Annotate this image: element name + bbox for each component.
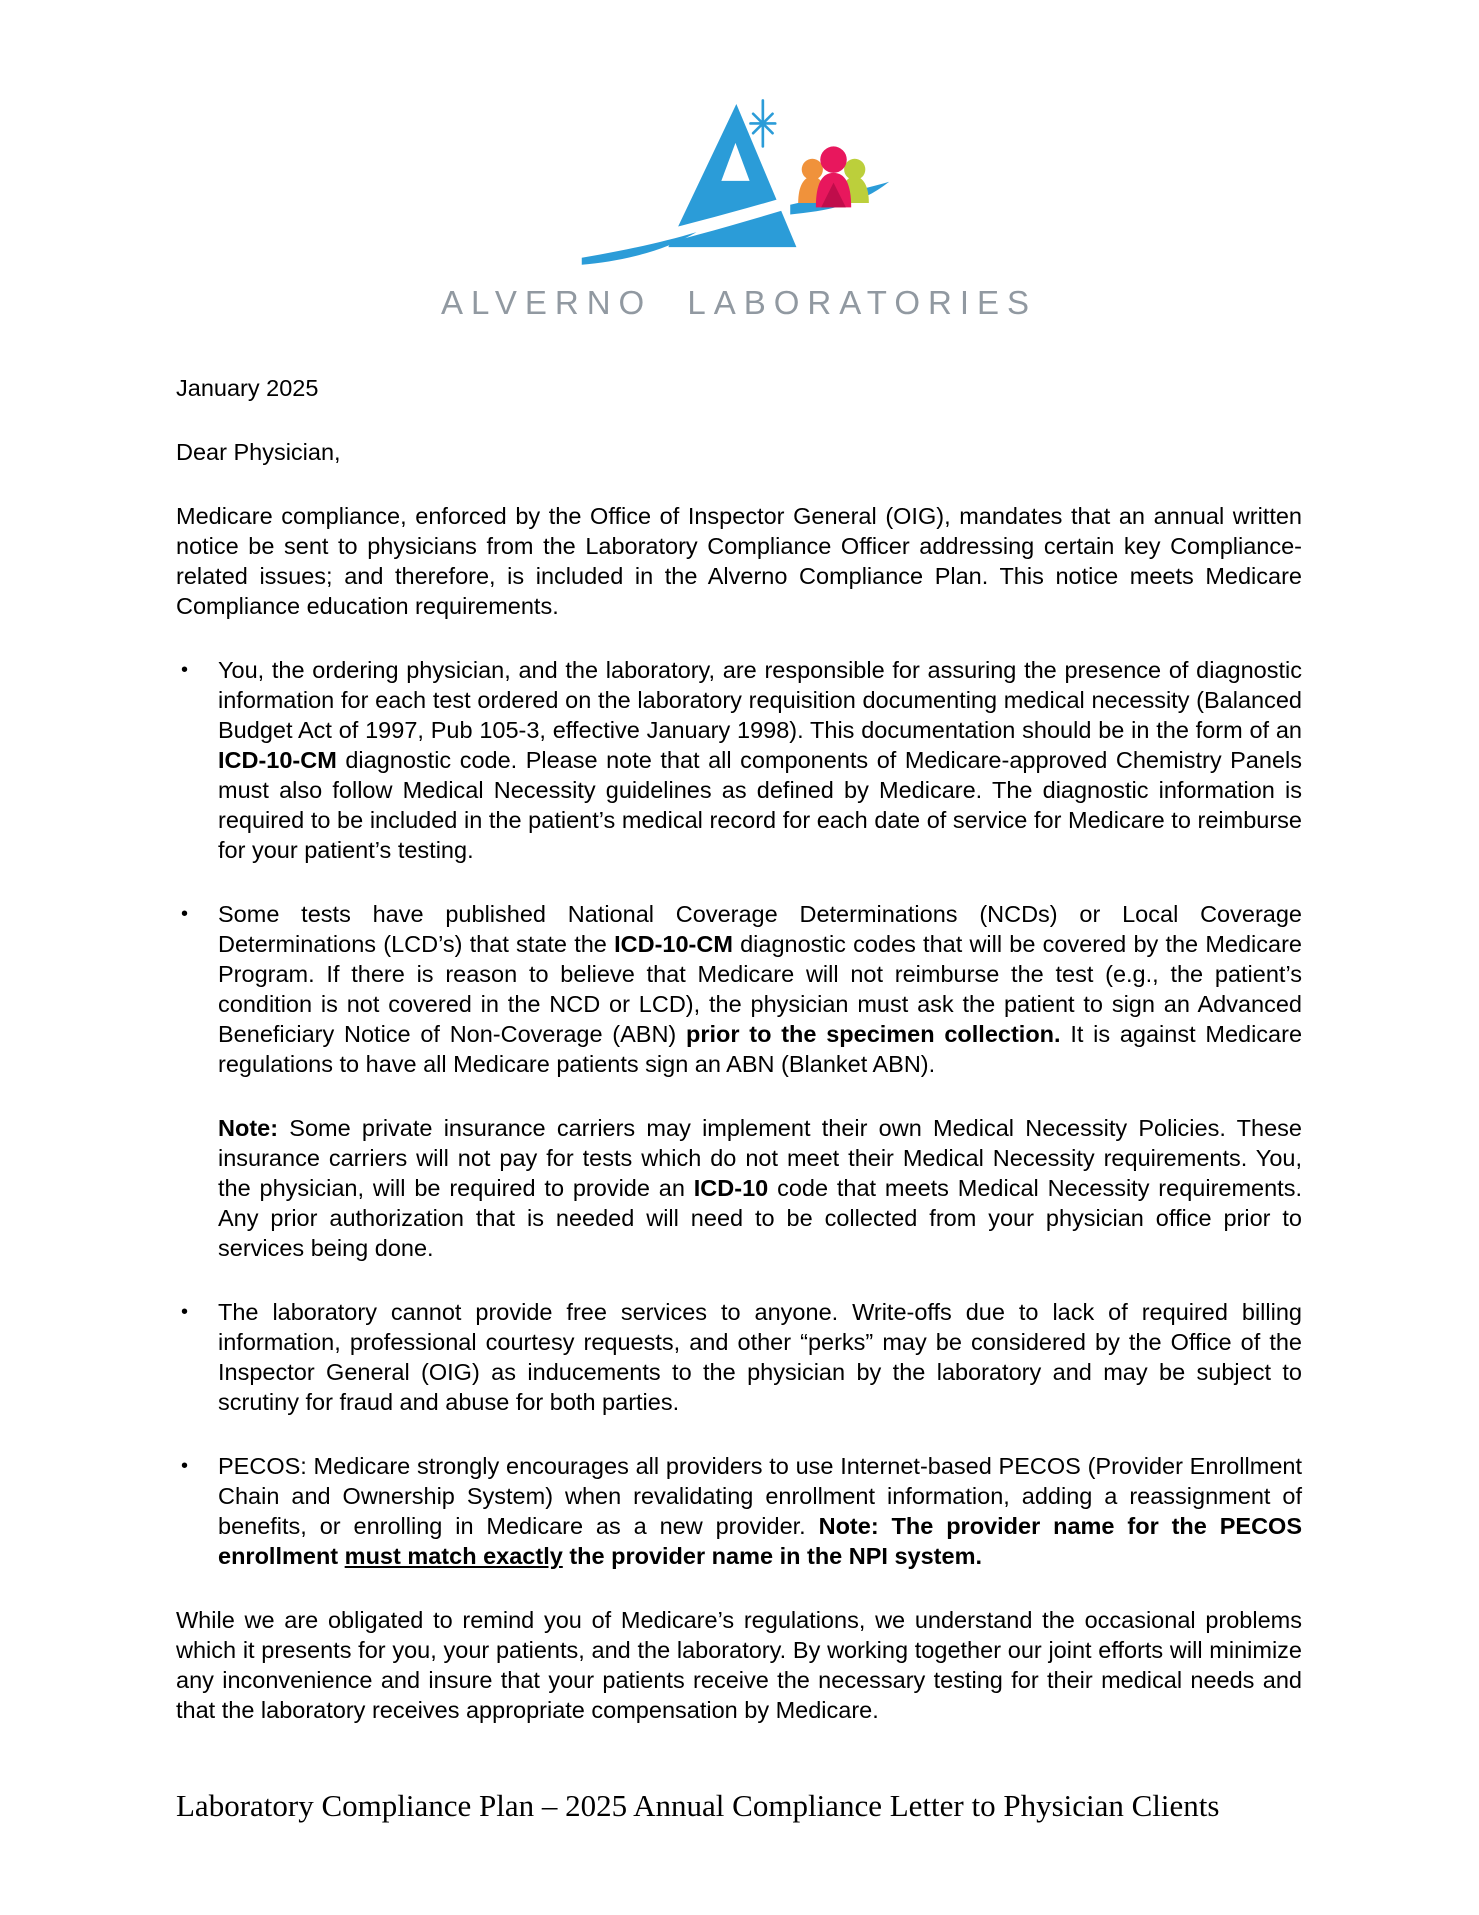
bullet-text: The laboratory cannot provide free services to anyone. Write-offs due to lack of required billing information, professional courtesy requests, and other “perks” may be considered by the Office of the Inspector General (OIG) as inducements to the physician by the laboratory and may be subject to scrutiny for fraud and abuse for both parties. — [218, 1299, 1302, 1415]
bullet-item-free-services — [176, 1297, 1302, 1417]
logo-wordmark: ALVERNO LABORATORIES — [440, 284, 1038, 321]
letter-date: January 2025 — [176, 375, 319, 401]
intro-paragraph: Medicare compliance, enforced by the Office of Inspector General (OIG), mandates that an annual written notice be sent to physicians from the Laboratory Compliance Officer addressing certain key Compliance-related issues; and therefore, is included in the Alverno Compliance Plan. This notice meets Medicare Compliance education requirements. — [176, 503, 1302, 619]
bullet-icon: • — [181, 659, 189, 681]
closing-paragraph: While we are obligated to remind you of Medicare’s regulations, we understand the occasional problems which it presents for you, your patients, and the laboratory. By working together our joint efforts will minimize any inconvenience and insure that your patients receive the necessary testing for their medical needs and that the laboratory receives appropriate compensation by Medicare. — [176, 1607, 1302, 1723]
letter-body — [176, 373, 1302, 1725]
alverno-logo-icon — [580, 84, 898, 276]
salutation: Dear Physician, — [176, 439, 341, 465]
note-paragraph: Note: Some private insurance carriers may implement their own Medical Necessity Policies. These insurance carriers will not pay for tests which do not meet their Medical Necessity requirements. You, the physician, will be required to provide an ICD-10 code that meets Medical Necessity requirements. Any prior authorization that is needed will need to be collected from your physician office prior to services being done. — [218, 1115, 1302, 1261]
logo — [176, 84, 1302, 321]
bullet-item-pecos — [176, 1451, 1302, 1571]
footer-text: Laboratory Compliance Plan – 2025 Annual Compliance Letter to Physician Clients — [176, 1788, 1220, 1823]
star-icon — [750, 101, 775, 147]
bullet-icon: • — [181, 1301, 189, 1323]
bullet-text: PECOS: Medicare strongly encourages all providers to use Internet-based PECOS (Provider Enrollment Chain and Ownership System) when revalidating enrollment information, adding a reassignment of benefits, or enrolling in Medicare as a new provider. Note: The provider name for the PECOS enrollment must match exactly the provider name in the NPI system. — [218, 1453, 1303, 1569]
bullet-icon: • — [181, 903, 189, 925]
bullet-item-diagnostic-info — [176, 655, 1302, 865]
bullet-icon: • — [181, 1455, 189, 1477]
letter-footer — [176, 1787, 1302, 1825]
bullet-item-coverage-determinations — [176, 899, 1302, 1079]
bullet-text: Some tests have published National Coverage Determinations (NCDs) or Local Coverage Determinations (LCD’s) that state the ICD-10-CM diagnostic codes that will be covered by the Medicare Program. If there is reason to believe that Medicare will not reimburse the test (e.g., the patient’s condition is not covered in the NCD or LCD), the physician must ask the patient to sign an Advanced Beneficiary Notice of Non-Coverage (ABN) prior to the specimen collection. It is against Medicare regulations to have all Medicare patients sign an ABN (Blanket ABN). — [218, 901, 1303, 1077]
people-icon — [798, 146, 869, 207]
bullet-text: You, the ordering physician, and the laboratory, are responsible for assuring the presence of diagnostic information for each test ordered on the laboratory requisition documenting medical necessity (Balanced Budget Act of 1997, Pub 105-3, effective January 1998). This documentation should be in the form of an ICD-10-CM diagnostic code. Please note that all components of Medicare-approved Chemistry Panels must also follow Medical Necessity guidelines as defined by Medicare. The diagnostic information is required to be included in the patient’s medical record for each date of service for Medicare to reimburse for your patient’s testing. — [218, 657, 1302, 863]
